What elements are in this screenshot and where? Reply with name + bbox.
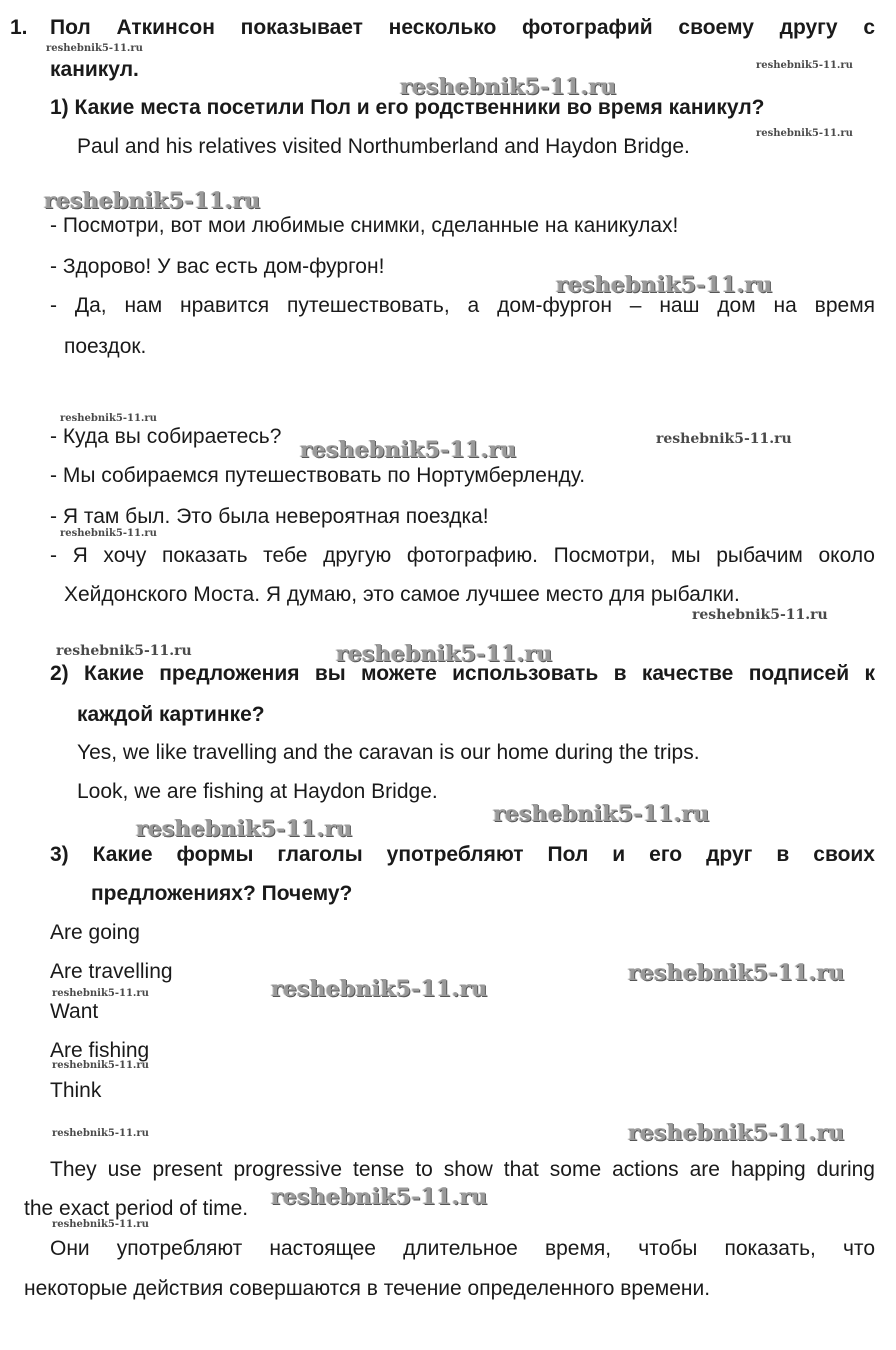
dialogue-line-6: - Я там был. Это была невероятная поездка! xyxy=(50,505,489,528)
watermark-small: reshebnik5-11.ru xyxy=(52,1060,149,1071)
explanation-en-line2: the exact period of time. xyxy=(24,1197,249,1220)
watermark: reshebnik5-11.ru xyxy=(44,188,261,214)
dialogue-line-7b: Хейдонского Моста. Я думаю, это самое лучшее место для рыбалки. xyxy=(64,583,740,606)
watermark: reshebnik5-11.ru xyxy=(628,1120,845,1146)
watermark: reshebnik5-11.ru xyxy=(136,816,353,842)
dialogue-line-3b: поездок. xyxy=(64,335,147,358)
watermark-small: reshebnik5-11.ru xyxy=(60,413,157,424)
watermark: reshebnik5-11.ru xyxy=(271,1184,488,1210)
dialogue-line-3a: - Да, нам нравится путешествовать, а дом-фургон – наш дом на время xyxy=(50,294,875,317)
explanation-ru-line2: некоторые действия совершаются в течение определенного времени. xyxy=(24,1277,711,1300)
watermark-small: reshebnik5-11.ru xyxy=(52,988,149,999)
watermark-small: reshebnik5-11.ru xyxy=(46,43,143,54)
watermark-small: reshebnik5-11.ru xyxy=(656,431,792,447)
watermark: reshebnik5-11.ru xyxy=(628,960,845,986)
watermark-small: reshebnik5-11.ru xyxy=(52,1128,149,1139)
task-intro-line2: каникул. xyxy=(50,58,139,81)
verb-form-item: Are fishing xyxy=(50,1039,150,1062)
watermark: reshebnik5-11.ru xyxy=(556,272,773,298)
dialogue-line-5: - Мы собираемся путешествовать по Нортумберленду. xyxy=(50,464,586,487)
answer-1: Paul and his relatives visited Northumberland and Haydon Bridge. xyxy=(77,135,690,158)
dialogue-line-4: - Куда вы собираетесь? xyxy=(50,425,282,448)
question-3-line2: предложениях? Почему? xyxy=(91,882,353,905)
explanation-en-line1: They use present progressive tense to show that some actions are happing during xyxy=(50,1158,875,1181)
dialogue-line-2: - Здорово! У вас есть дом-фургон! xyxy=(50,255,385,278)
question-2-line1: 2) Какие предложения вы можете использовать в качестве подписей к xyxy=(50,662,875,685)
watermark: reshebnik5-11.ru xyxy=(336,641,553,667)
watermark: reshebnik5-11.ru xyxy=(400,74,617,100)
dialogue-line-7a: - Я хочу показать тебе другую фотографию. Посмотри, мы рыбачим около xyxy=(50,544,875,567)
watermark-small: reshebnik5-11.ru xyxy=(692,607,828,623)
watermark-small: reshebnik5-11.ru xyxy=(56,643,192,659)
question-1: 1) Какие места посетили Пол и его родственники во время каникул? xyxy=(50,96,765,119)
question-3-line1: 3) Какие формы глаголы употребляют Пол и его друг в своих xyxy=(50,843,875,866)
watermark-small: reshebnik5-11.ru xyxy=(756,60,853,71)
verb-form-item: Want xyxy=(50,1000,99,1023)
watermark: reshebnik5-11.ru xyxy=(493,801,710,827)
watermark-small: reshebnik5-11.ru xyxy=(756,128,853,139)
verb-form-item: Think xyxy=(50,1079,102,1102)
explanation-ru-line1: Они употребляют настоящее длительное время, чтобы показать, что xyxy=(50,1237,875,1260)
verb-form-item: Are going xyxy=(50,921,140,944)
watermark-small: reshebnik5-11.ru xyxy=(60,528,157,539)
task-intro-line1: Пол Аткинсон показывает несколько фотографий своему другу с xyxy=(50,16,875,39)
question-2-line2: каждой картинке? xyxy=(77,703,265,726)
verb-form-item: Are travelling xyxy=(50,960,173,983)
watermark: reshebnik5-11.ru xyxy=(300,437,517,463)
watermark: reshebnik5-11.ru xyxy=(271,976,488,1002)
answer-2-caption-1: Yes, we like travelling and the caravan is our home during the trips. xyxy=(77,741,700,764)
watermark-small: reshebnik5-11.ru xyxy=(52,1219,149,1230)
dialogue-line-1: - Посмотри, вот мои любимые снимки, сделанные на каникулах! xyxy=(50,214,679,237)
answer-2-caption-2: Look, we are fishing at Haydon Bridge. xyxy=(77,780,438,803)
task-number: 1. xyxy=(10,16,28,39)
